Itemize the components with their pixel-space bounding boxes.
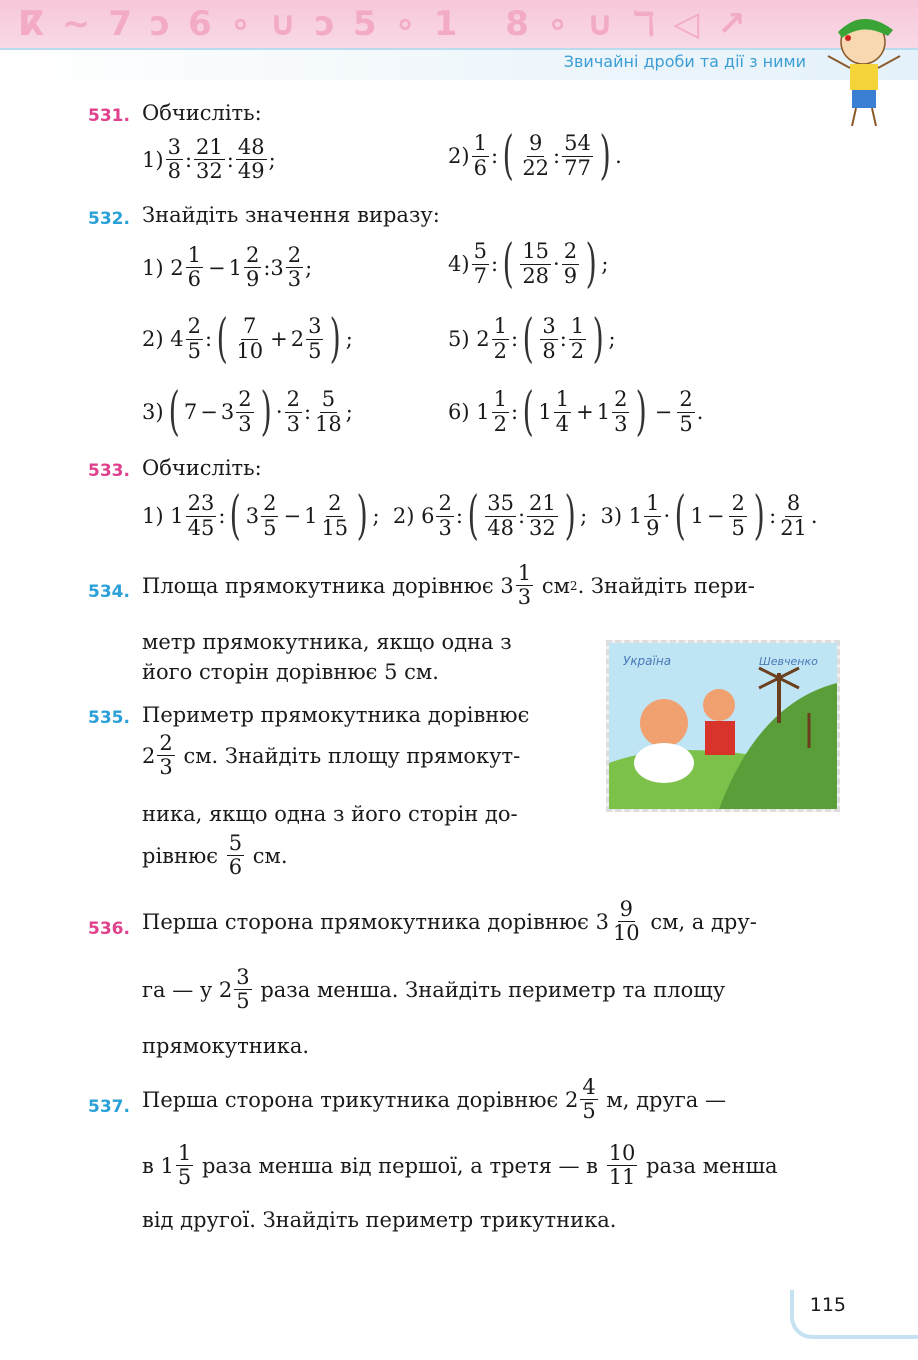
problem-535-line3: ника, якщо одна з його сторін до- — [142, 802, 518, 826]
problem-536-text-d: раза менша. Знайдіть периметр та площу — [260, 977, 726, 1002]
problem-532-task: Знайдіть значення виразу: — [142, 203, 440, 227]
problem-531-number: 531. — [88, 106, 130, 126]
problem-533-expressions: 1) 1 $\frac{23}{45}$ : ( 3 $\frac{2}{5}$ − 1 $\frac{2}{15}$ ) ; 2) 6 $\frac{2}{3}$ : ( $\frac{35}{48}$ : $\frac{21}{32}$ ) ; 3) 1 $\frac{1}{9}$ · ( 1 − $\frac{2}{5}$ ) : $\frac{8}{21}$ . — [142, 486, 818, 546]
problem-532-6: 6) 1 $\frac{1}{2}$ : ( 1 $\frac{1}{4}$ + 1 $\frac{2}{3}$ ) − $\frac{2}{5}$ . — [448, 382, 704, 442]
problem-536-text-b: см, а дру- — [650, 909, 757, 934]
problem-533-task: Обчисліть: — [142, 456, 262, 480]
problem-534-number: 534. — [88, 582, 130, 602]
problem-531-1: 1) $\frac{3}{8}$ : $\frac{21}{32}$ : $\frac{48}{49}$ ; — [142, 135, 276, 184]
problem-536-line3: прямокутника. — [142, 1034, 310, 1058]
problem-537-line3: від другої. Знайдіть периметр трикутника. — [142, 1208, 617, 1232]
problem-532-number: 532. — [88, 209, 130, 229]
problem-536-number: 536. — [88, 919, 130, 939]
problem-535-text: см. Знайдіть площу прямокут- — [183, 743, 521, 768]
problem-534-text-a: Площа прямокутника дорівнює — [142, 573, 494, 598]
chapter-title: Звичайні дроби та дії з ними — [563, 52, 806, 71]
problem-534-text-b: . Знайдіть пери- — [577, 573, 755, 598]
unit: см — [541, 573, 570, 598]
problem-536-line1: Перша сторона прямокутника дорівнює 3 $\frac{9}{10}$ см, а дру- — [142, 897, 757, 946]
problem-536-text-c: га — у — [142, 977, 213, 1002]
problem-532-2: 2) 4 $\frac{2}{5}$ : ( $\frac{7}{10}$ + 2 $\frac{3}{5}$ ) ; — [142, 309, 353, 369]
problem-534-line2: метр прямокутника, якщо одна з — [142, 630, 512, 654]
problem-537-line2: в 1 $\frac{1}{5}$ раза менша від першої, а третя — в $\frac{10}{11}$ раза менша — [142, 1141, 778, 1190]
problem-537-text-e: раза менша — [646, 1153, 778, 1178]
problem-536-text-a: Перша сторона прямокутника дорівнює — [142, 909, 589, 934]
problem-532-3: 3) ( 7 − 3 $\frac{2}{3}$ ) · $\frac{2}{3}$ : $\frac{5}{18}$ ; — [142, 382, 353, 442]
problem-531-task: Обчисліть: — [142, 101, 262, 125]
header-banner — [0, 0, 918, 48]
problem-535-number: 535. — [88, 708, 130, 728]
problem-531-2: 2) $\frac{1}{6}$ : ( $\frac{9}{22}$ : $\frac{54}{77}$ ) . — [448, 126, 622, 186]
problem-535-text-a: рівнює — [142, 843, 219, 868]
problem-537-text-c: в — [142, 1153, 154, 1178]
problem-534-line3: його сторін дорівнює 5 см. — [142, 660, 439, 684]
problem-537-text-a: Перша сторона трикутника дорівнює — [142, 1087, 559, 1112]
superscript: 2 — [569, 578, 578, 593]
stamp-country: Україна — [623, 654, 672, 668]
problem-535-line1: Периметр прямокутника дорівнює — [142, 703, 530, 727]
problem-532-4: 4) $\frac{5}{7}$ : ( $\frac{15}{28}$ · $\frac{2}{9}$ ) ; — [448, 234, 609, 294]
problem-536-line2: га — у 2 $\frac{3}{5}$ раза менша. Знайдіть периметр та площу — [142, 965, 726, 1014]
banner-decoration: ⴽ∼7ↄ6∘∪ↄ5∘1 8∘∪ℸ◁↗ — [18, 4, 764, 44]
problem-537-text-d: раза менша від першої, а третя — в — [201, 1153, 598, 1178]
problem-535-line2: 2 $\frac{2}{3}$ см. Знайдіть площу прямокут- — [142, 731, 521, 780]
problem-532-1: 1) 2 $\frac{1}{6}$ − 1 $\frac{2}{9}$ :3 $\frac{2}{3}$ ; — [142, 243, 313, 292]
mascot-illustration — [808, 2, 908, 130]
problem-535-text-b: см. — [252, 843, 288, 868]
problem-533-number: 533. — [88, 461, 130, 481]
stamp-caption: Шевченко — [759, 655, 818, 668]
page-number: 115 — [809, 1294, 846, 1316]
problem-537-line1: Перша сторона трикутника дорівнює 2 $\frac{4}{5}$ м, друга — — [142, 1075, 727, 1124]
problem-537-text-b: м, друга — — [606, 1087, 727, 1112]
problem-537-number: 537. — [88, 1097, 130, 1117]
problem-534-line1: Площа прямокутника дорівнює 3 $\frac{1}{3}$ см 2 . Знайдіть пери- — [142, 561, 755, 610]
problem-532-5: 5) 2 $\frac{1}{2}$ : ( $\frac{3}{8}$ : $\frac{1}{2}$ ) ; — [448, 309, 616, 369]
postage-stamp-illustration — [606, 640, 840, 812]
problem-535-line4: рівнює $\frac{5}{6}$ см. — [142, 831, 288, 880]
cossacks-cartoon-image — [609, 643, 837, 809]
